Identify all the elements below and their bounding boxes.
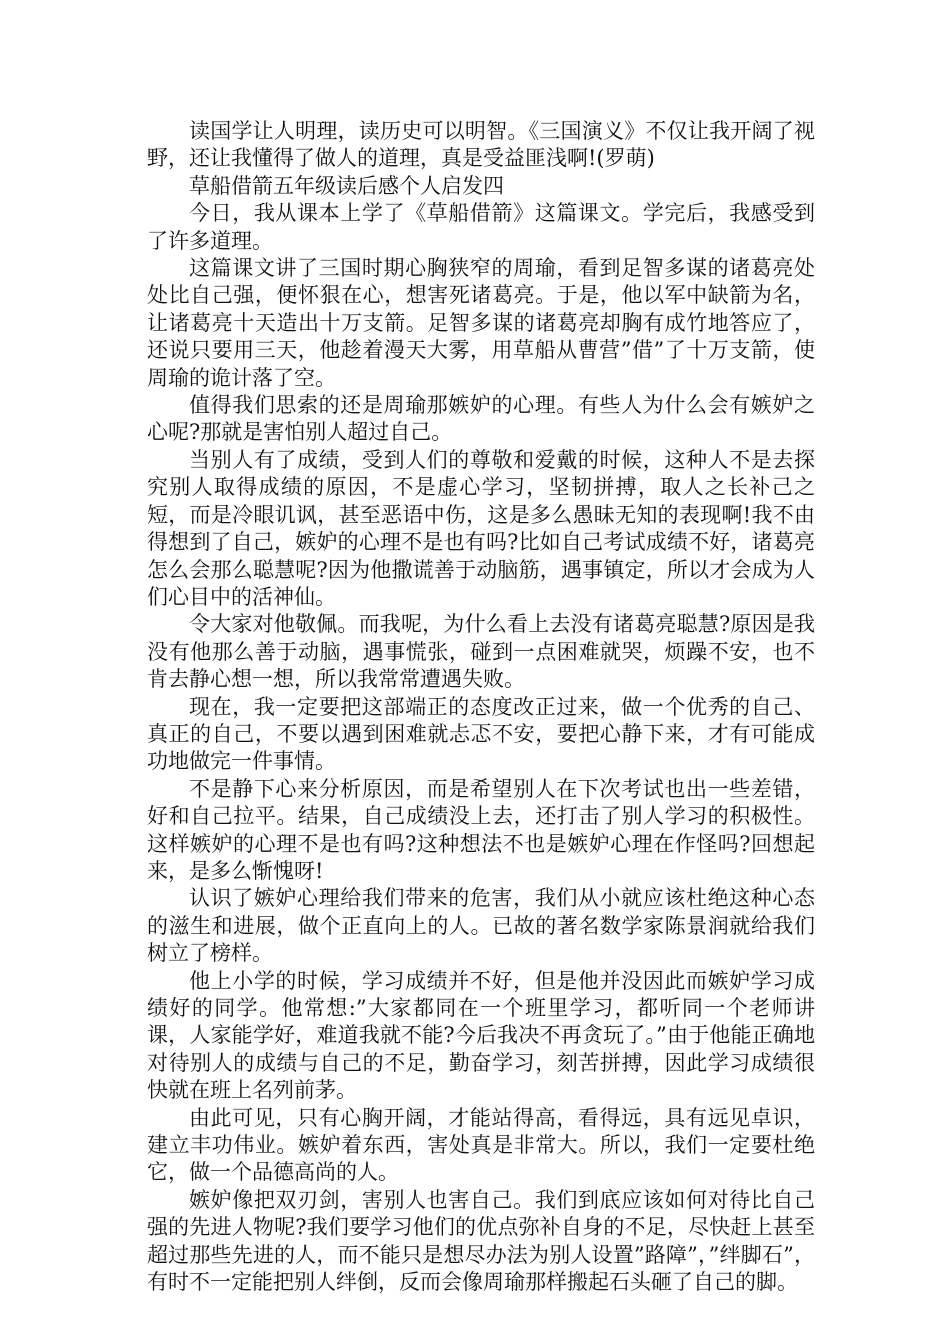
document-body [147, 118, 815, 1296]
paragraph: 嫉妒像把双刃剑，害别人也害自己。我们到底应该如何对待比自己强的先进人物呢?我们要学习他们的优点弥补自身的不足，尽快赶上甚至超过那些先进的人，而不能只是想尽办法为别人设置”路障”，”绊脚石”，有时不一定能把别人绊倒，反而会像周瑜那样搬起石头砸了自己的脚。 [147, 1187, 815, 1295]
paragraph: 令大家对他敬佩。而我呢，为什么看上去没有诸葛亮聪慧?原因是我没有他那么善于动脑，遇事慌张，碰到一点困难就哭，烦躁不安，也不肯去静心想一想，所以我常常遭遇失败。 [147, 612, 815, 692]
paragraph-intro-conclusion: 读国学让人明理，读历史可以明智。《三国演义》不仅让我开阔了视野，还让我懂得了做人的道理，真是受益匪浅啊!(罗萌) [147, 119, 815, 171]
paragraph: 这篇课文讲了三国时期心胸狭窄的周瑜，看到足智多谋的诸葛亮处处比自己强，便怀狠在心，想害死诸葛亮。于是，他以军中缺箭为名，让诸葛亮十天造出十万支箭。足智多谋的诸葛亮却胸有成竹地答应了，还说只要用三天，他趁着漫天大雾，用草船从曹营”借”了十万支箭，使周瑜的诡计落了空。 [147, 256, 815, 390]
paragraph: 今日，我从课本上学了《草船借箭》这篇课文。学完后，我感受到了许多道理。 [147, 201, 815, 253]
section-heading: 草船借箭五年级读后感个人启发四 [189, 173, 504, 198]
paragraph: 现在，我一定要把这部端正的态度改正过来，做一个优秀的自己、真正的自己，不要以遇到困难就忐忑不安，要把心静下来，才有可能成功地做完一件事情。 [147, 694, 815, 774]
paragraph: 由此可见，只有心胸开阔，才能站得高，看得远，具有远见卓识，建立丰功伟业。嫉妒着东西，害处真是非常大。所以，我们一定要杜绝它，做一个品德高尚的人。 [147, 1105, 815, 1185]
paragraph: 不是静下心来分析原因，而是希望别人在下次考试也出一些差错，好和自己拉平。结果，自己成绩没上去，还打击了别人学习的积极性。这样嫉妒的心理不是也有吗?这种想法不也是嫉妒心理在作怪吗?回想起来，是多么惭愧呀! [147, 776, 815, 883]
paragraph: 认识了嫉妒心理给我们带来的危害，我们从小就应该杜绝这种心态的滋生和进展，做个正直向上的人。已故的著名数学家陈景润就给我们树立了榜样。 [147, 886, 815, 966]
paragraph: 他上小学的时候，学习成绩并不好，但是他并没因此而嫉妒学习成绩好的同学。他常想:”大家都同在一个班里学习，都听同一个老师讲课，人家能学好，难道我就不能?今后我决不再贪玩了。”由于他能正确地对待别人的成绩与自己的不足，勤奋学习，刻苦拼搏，因此学习成绩很快就在班上名列前茅。 [147, 968, 815, 1103]
paragraph: 值得我们思索的还是周瑜那嫉妒的心理。有些人为什么会有嫉妒之心呢?那就是害怕别人超过自己。 [147, 393, 815, 445]
paragraph: 当别人有了成绩，受到人们的尊敬和爱戴的时候，这种人不是去探究别人取得成绩的原因，不是虚心学习，坚韧拼搏，取人之长补己之短，而是冷眼讥讽，甚至恶语中伤，这是多么愚昧无知的表现啊!我不由得想到了自己，嫉妒的心理不是也有吗?比如自己考试成绩不好，诸葛亮怎么会那么聪慧呢?因为他撒谎善于动脑筋，遇事镇定，所以才会成为人们心目中的活神仙。 [147, 447, 815, 609]
